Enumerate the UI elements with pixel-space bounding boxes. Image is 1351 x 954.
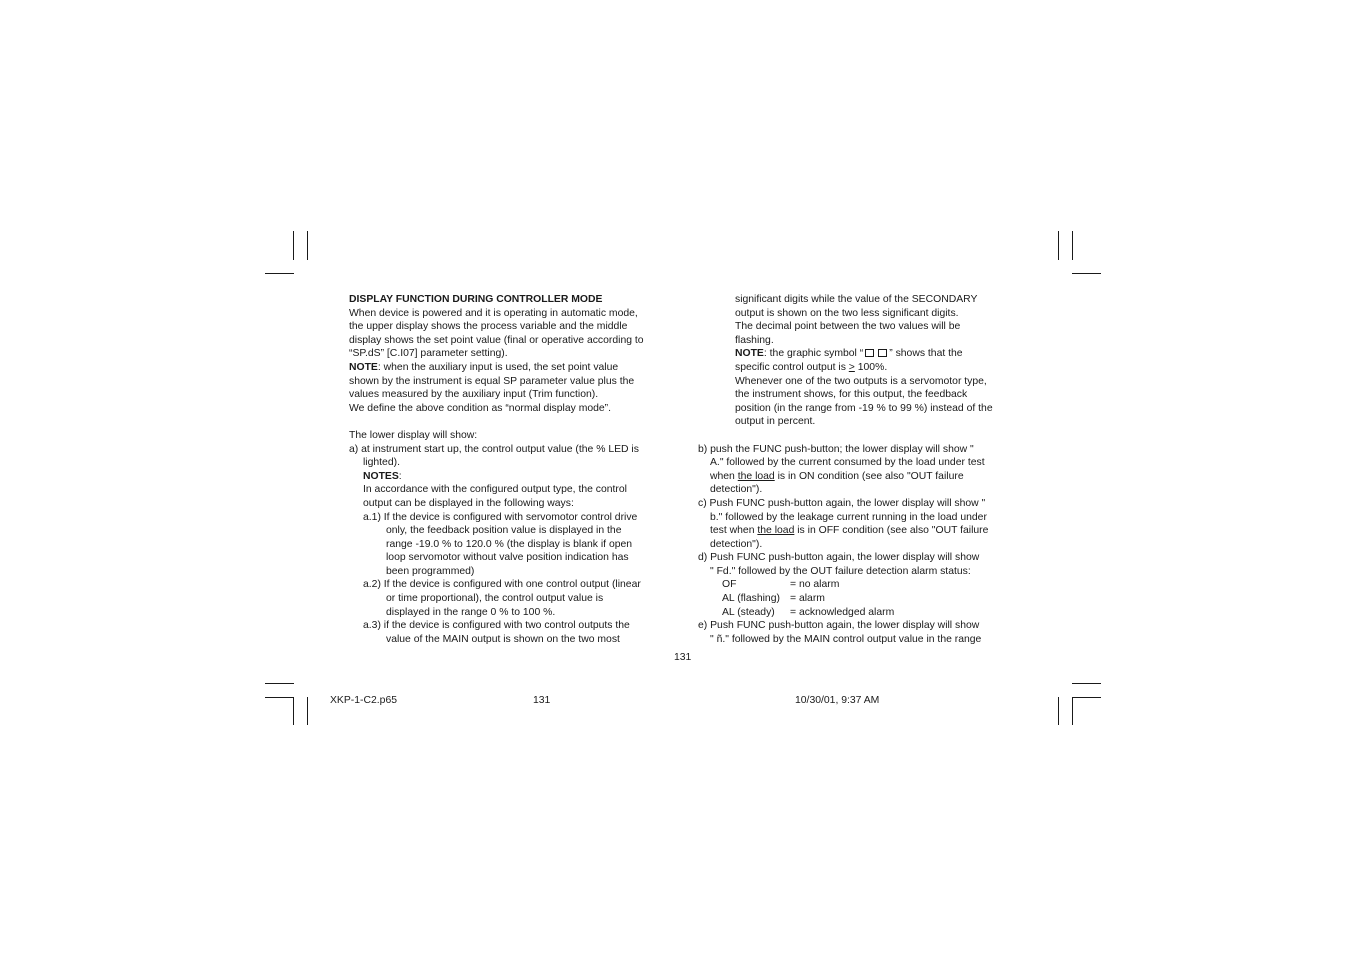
notes-text: output can be displayed in the following ways: <box>363 497 574 509</box>
item-a3-line: a.3) if the device is configured with two control outputs the <box>363 620 630 632</box>
crop-mark <box>1058 231 1059 260</box>
item-b-line: when the load is in ON condition (see also "OUT failure <box>710 470 964 482</box>
notes-heading: NOTES: <box>363 470 402 482</box>
greater-equal-symbol: > <box>848 361 855 373</box>
crop-mark <box>1072 697 1101 698</box>
item-a1-line: a.1) If the device is configured with servomotor control drive <box>363 511 638 523</box>
page-number: 131 <box>674 652 692 663</box>
right-column <box>698 293 1020 646</box>
item-b-line: A." followed by the current consumed by the load under test <box>710 457 985 469</box>
item-a3-line: value of the MAIN output is shown on the two most <box>386 633 620 645</box>
note-line <box>349 361 671 375</box>
item-c-line: c) Push FUNC push-button again, the lower display will show " <box>698 497 986 509</box>
note-line: specific control output is > 100%. <box>735 361 888 373</box>
note-line: values measured by the auxiliary input (Trim function). <box>349 389 599 401</box>
item-c-line: detection"). <box>710 538 763 550</box>
crop-mark <box>1072 697 1073 725</box>
crop-mark <box>1072 231 1073 260</box>
continuation-line: significant digits while the value of the SECONDARY <box>735 294 978 305</box>
intro-line: “SP.dS” [C.I07] parameter setting). <box>349 348 508 360</box>
servo-line: the instrument shows, for this output, the feedback <box>735 389 968 401</box>
servo-line: output in percent. <box>735 416 816 428</box>
intro-line: the upper display shows the process variable and the middle <box>349 321 628 333</box>
crop-mark <box>293 231 294 260</box>
item-b-line: b) push the FUNC push-button; the lower display will show " <box>698 443 974 455</box>
item-a-line: a) at instrument start up, the control output value (the % LED is <box>349 443 639 455</box>
note-text: : when the auxiliary input is used, the set point value <box>377 361 619 373</box>
section-heading: DISPLAY FUNCTION DURING CONTROLLER MODE <box>349 294 603 305</box>
item-c-line: b." followed by the leakage current running in the load under <box>710 511 987 523</box>
intro-line: display shows the set point value (final or operative according to <box>349 334 644 346</box>
footer-timestamp: 10/30/01, 9:37 AM <box>795 695 880 706</box>
item-e-line: " ñ." followed by the MAIN control output value in the range <box>710 633 982 645</box>
item-a1-line: range -19.0 % to 120.0 % (the display is blank if open <box>386 538 633 550</box>
continuation-line: The decimal point between the two values will be <box>735 321 961 333</box>
note-label: NOTE <box>735 348 764 360</box>
alarm-row: AL (flashing) = alarm <box>722 593 825 605</box>
graphic-symbol-square-icon <box>865 349 874 357</box>
footer-filename: XKP-1-C2.p65 <box>330 695 397 706</box>
servo-line: Whenever one of the two outputs is a servomotor type, <box>735 375 987 387</box>
footer-page: 131 <box>533 695 551 706</box>
note-line: NOTE: the graphic symbol “ ” shows that the <box>735 348 963 360</box>
servo-line: position (in the range from -19 % to 99 %) instead of the <box>735 402 993 414</box>
lower-display-intro: The lower display will show: <box>349 429 478 441</box>
crop-mark <box>265 697 294 698</box>
left-column <box>349 293 671 646</box>
item-d-line: " Fd." followed by the OUT failure detection alarm status: <box>710 565 971 577</box>
item-a2-line: a.2) If the device is configured with one control output (linear <box>363 579 641 591</box>
alarm-row: OF = no alarm <box>722 579 840 591</box>
item-a1-line: loop servomotor without valve position indication has <box>386 552 629 564</box>
item-a1-line: only, the feedback position value is displayed in the <box>386 525 622 537</box>
continuation-line: output is shown on the two less significant digits. <box>735 307 959 319</box>
item-e-line: e) Push FUNC push-button again, the lower display will show <box>698 620 980 632</box>
item-a1-line: been programmed) <box>386 565 475 577</box>
continuation-line: flashing. <box>735 334 774 346</box>
crop-mark <box>1072 683 1101 684</box>
graphic-symbol-square-icon <box>878 349 887 357</box>
crop-mark <box>1058 697 1059 725</box>
note-line: We define the above condition as “normal display mode”. <box>349 402 612 414</box>
crop-mark <box>293 697 294 725</box>
crop-mark <box>265 683 294 684</box>
notes-text: In accordance with the configured output type, the control <box>363 484 627 496</box>
item-a-line: lighted). <box>363 457 400 469</box>
item-a2-line: displayed in the range 0 % to 100 %. <box>386 606 556 618</box>
item-d-line: d) Push FUNC push-button again, the lower display will show <box>698 552 980 564</box>
crop-mark <box>265 273 294 274</box>
alarm-row: AL (steady) = acknowledged alarm <box>722 606 895 618</box>
item-c-line: test when the load is in OFF condition (see also "OUT failure <box>710 525 989 537</box>
note-line: shown by the instrument is equal SP parameter value plus the <box>349 375 635 387</box>
crop-mark <box>1072 273 1101 274</box>
crop-mark <box>307 697 308 725</box>
intro-line: When device is powered and it is operating in automatic mode, <box>349 307 638 319</box>
note-label: NOTE <box>349 361 378 373</box>
crop-mark <box>307 231 308 260</box>
item-a2-line: or time proportional), the control output value is <box>386 593 604 605</box>
item-b-line: detection"). <box>710 484 763 496</box>
